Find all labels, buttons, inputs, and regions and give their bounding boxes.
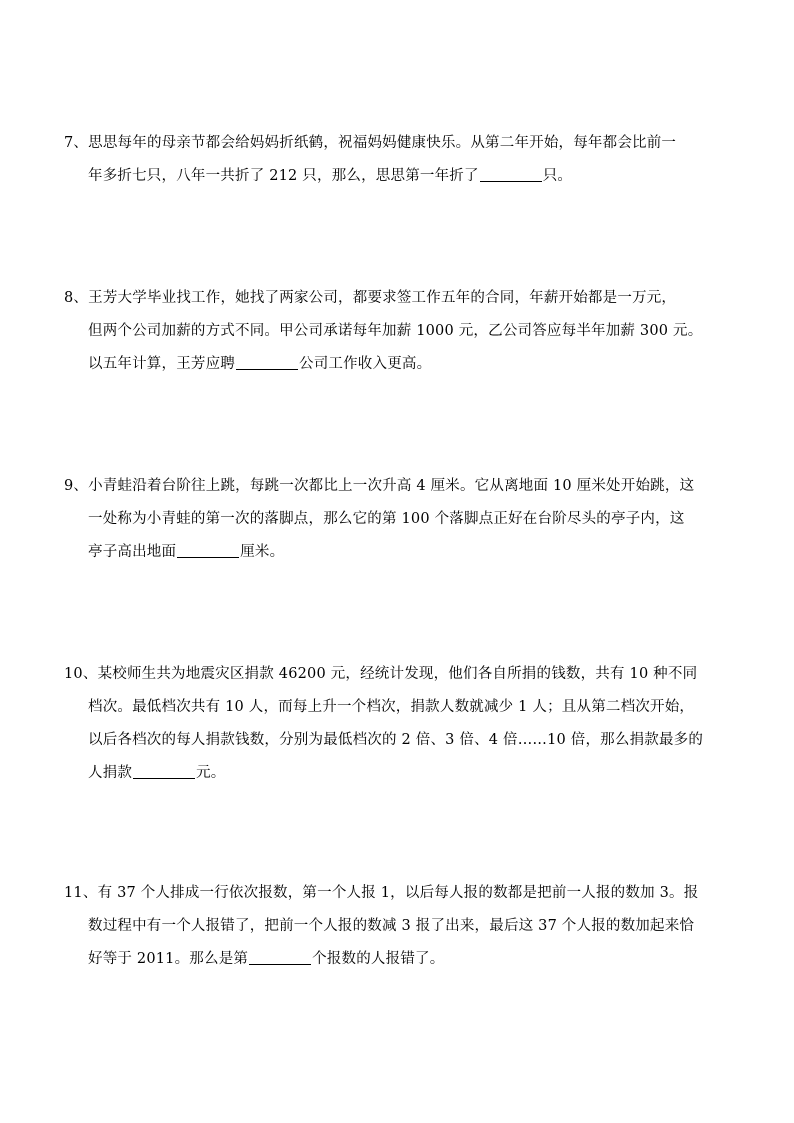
- problem-8: [64, 282, 744, 381]
- problem-number: 9、: [64, 478, 89, 494]
- problem-number: 7、: [64, 135, 89, 151]
- problem-line: 8、王芳大学毕业找工作，她找了两家公司，都要求签工作五年的合同，年薪开始都是一万元，: [64, 290, 677, 306]
- problem-line: 9、小青蛙沿着台阶往上跳，每跳一次都比上一次升高 4 厘米。它从离地面 10 厘米处开始跳，这: [64, 478, 695, 494]
- problem-line: 11、有 37 个人排成一行依次报数，第一个人报 1，以后每人报的数都是把前一人报的数加 3。报: [64, 885, 699, 901]
- problem-line: 数过程中有一个人报错了，把前一个人报的数减 3 报了出来，最后这 37 个人报的数加起来恰: [88, 918, 695, 934]
- problem-number: 11、: [64, 885, 98, 901]
- problem-line: 年多折七只，八年一共折了 212 只，那么，思思第一年折了 只。: [64, 160, 744, 193]
- problem-number: 10、: [64, 666, 98, 682]
- answer-blank[interactable]: [480, 163, 542, 182]
- answer-blank[interactable]: [133, 760, 195, 779]
- problem-line: 以五年计算，王芳应聘 公司工作收入更高。: [64, 348, 744, 381]
- problem-line: 但两个公司加薪的方式不同。甲公司承诺每年加薪 1000 元，乙公司答应每半年加薪 300 元。: [88, 323, 703, 339]
- problem-line: 亭子高出地面 厘米。: [64, 536, 744, 569]
- problem-11: [64, 877, 744, 976]
- problem-line: 10、某校师生共为地震灾区捐款 46200 元，经统计发现，他们各自所捐的钱数，共有 10 种不同: [64, 666, 698, 682]
- problem-line: 人捐款 元。: [64, 757, 744, 790]
- problem-7: [64, 127, 744, 193]
- problem-line: 一处称为小青蛙的第一次的落脚点，那么它的第 100 个落脚点正好在台阶尽头的亭子内，这: [88, 511, 685, 527]
- problem-number: 8、: [64, 290, 89, 306]
- problem-line: 档次。最低档次共有 10 人，而每上升一个档次，捐款人数就减少 1 人；且从第二档次开始，: [88, 699, 695, 715]
- answer-blank[interactable]: [236, 351, 298, 370]
- problem-line: 7、思思每年的母亲节都会给妈妈折纸鹤，祝福妈妈健康快乐。从第二年开始，每年都会比前一: [64, 135, 677, 151]
- answer-blank[interactable]: [249, 946, 311, 965]
- answer-blank[interactable]: [177, 539, 239, 558]
- problem-line: 以后各档次的每人捐款钱数，分别为最低档次的 2 倍、3 倍、4 倍……10 倍，那么捐款最多的: [88, 732, 704, 748]
- problem-10: [64, 658, 744, 790]
- problem-line: 好等于 2011。那么是第 个报数的人报错了。: [64, 943, 744, 976]
- problem-9: [64, 470, 744, 569]
